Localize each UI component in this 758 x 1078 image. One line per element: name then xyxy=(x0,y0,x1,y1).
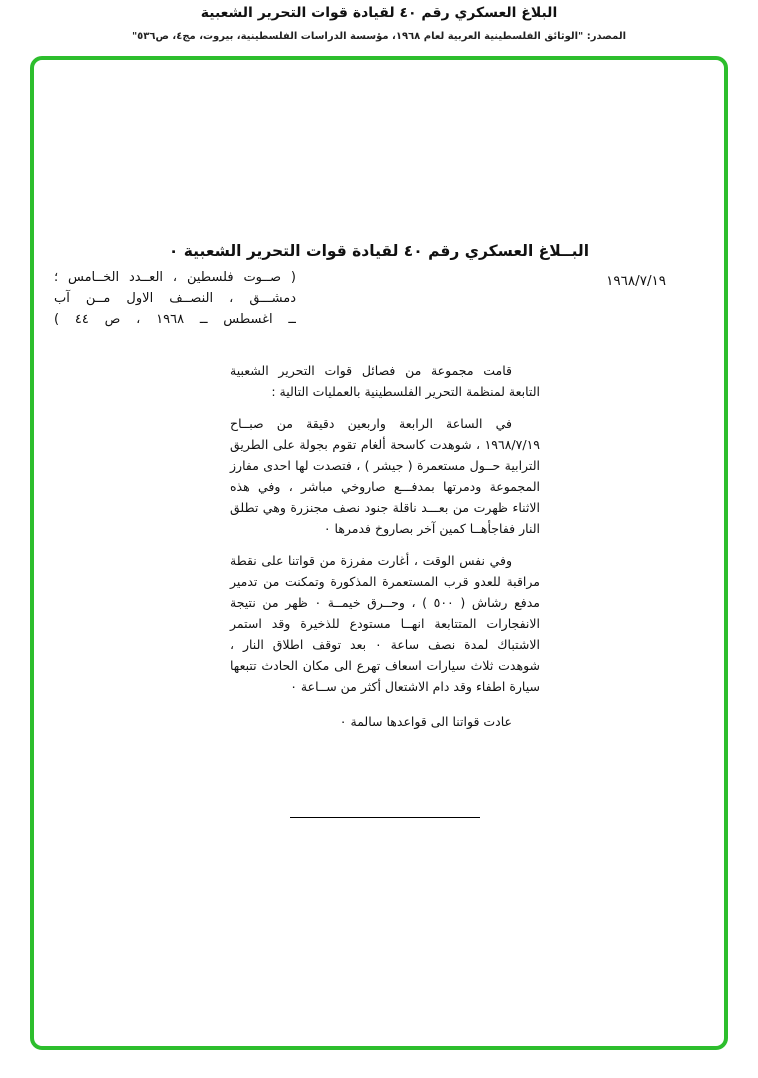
source-citation-line: المصدر: "الوثائق الفلسطينية العربية لعام ١٩٦٨، مؤسسة الدراسات الفلسطينية، بيروت، مج٤، ص٥٣٦" xyxy=(131,31,627,42)
citation-line: ــ اغسطس ــ ١٩٦٨ ، ص ٤٤ ) xyxy=(54,312,296,327)
paragraph-operation-2: وفي نفس الوقت ، أغارت مفرزة من قواتنا على نقطة مراقبة للعدو قرب المستعمرة المذكورة وتمكنت من تدمير مدفع رشاش ( ٥٠٠ ) ، وحــرق خيمــة ٠ ظهر من نتيجة الانفجارات المتتابعة انهــا مستودع للذخيرة وقد استمر الاشتباك لمدة نصف ساعة ٠ بعد توقف اطلاق النار ، شوهدت ثلاث سيارات اسعاف تهرع الى مكان الحادث تتبعها سيارة اطفاء وقد دام الاشتعال أكثر من ســاعة ٠ xyxy=(230,553,540,694)
section-divider xyxy=(290,817,480,818)
document-date: ١٩٦٨/٧/١٩ xyxy=(606,273,666,289)
citation-line: ( صــوت فلسطين ، العــدد الخــامس ؛ xyxy=(54,270,296,285)
paragraph-intro: قامت مجموعة من فصائل قوات التحرير الشعبية التابعة لمنظمة التحرير الفلسطينية بالعمليات التالية : xyxy=(230,363,540,399)
document-body xyxy=(230,360,540,743)
publication-citation-block xyxy=(54,267,296,330)
page-header-title: البلاغ العسكري رقم ٤٠ لقيادة قوات التحرير الشعبية xyxy=(200,5,558,21)
document-title: البــلاغ العسكري رقم ٤٠ لقيادة قوات التحرير الشعبية ٠ xyxy=(168,242,590,260)
citation-line: دمشـــق ، النصــف الاول مــن آب xyxy=(54,291,296,306)
paragraph-operation-1: في الساعة الرابعة واربعين دقيقة من صبــاح ١٩٦٨/٧/١٩ ، شوهدت كاسحة ألغام تقوم بجولة على الطريق الترابية حــول مستعمرة ( جيشر ) ، فتصدت لها احدى مفارز المجموعة ودمرتها بمدفـــع صاروخي مباشر ، وفي هذه الاثناء ظهرت من بعـــد ناقلة جنود نصف مجنزرة وهي تطلق النار ففاجأهــا كمين آخر بصاروخ فدمرها ٠ xyxy=(230,416,540,536)
paragraph-closing: عادت قواتنا الى قواعدها سالمة ٠ xyxy=(339,714,512,729)
document-frame xyxy=(30,56,728,1050)
